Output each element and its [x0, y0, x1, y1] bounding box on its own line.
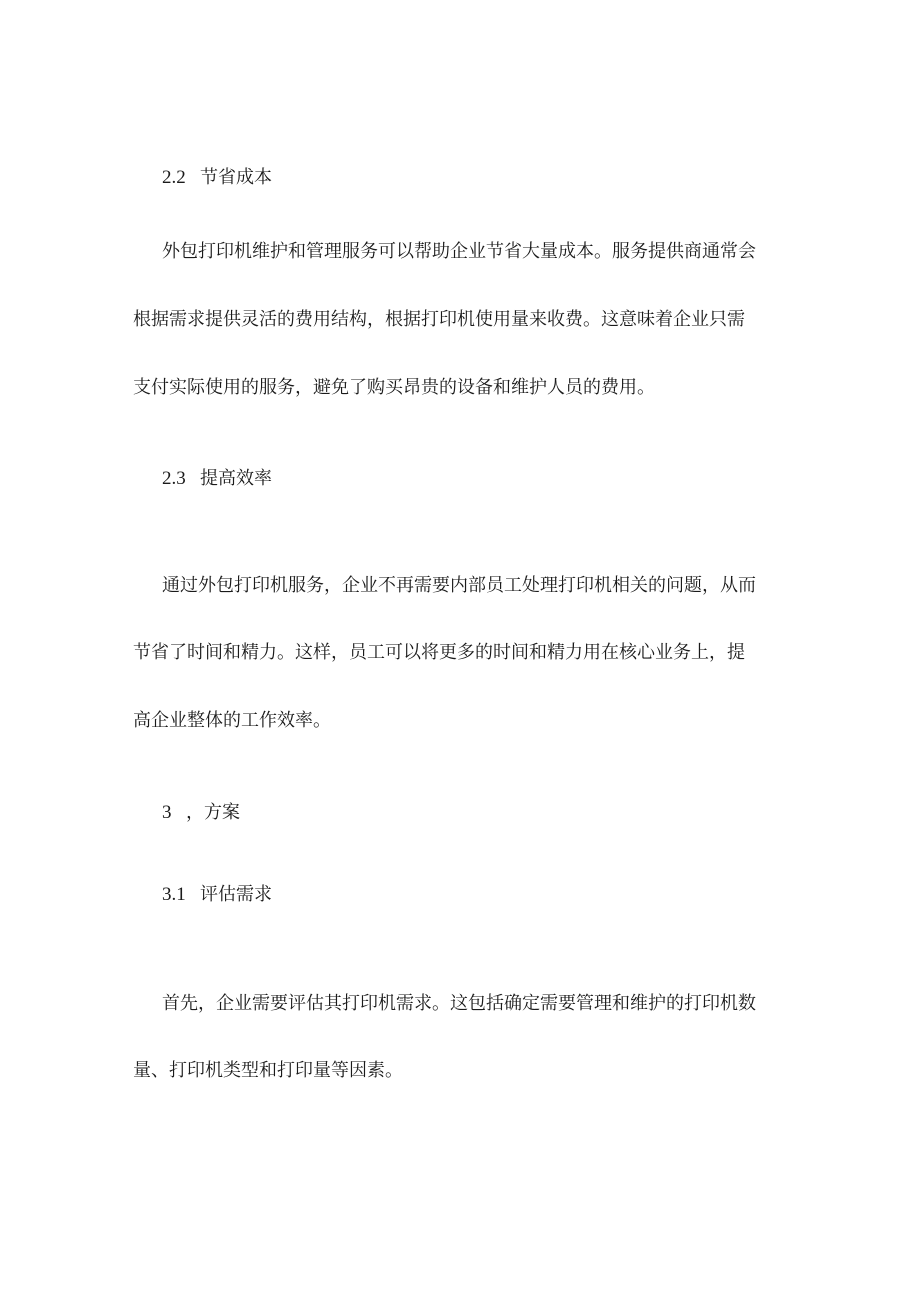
section-title: 评估需求: [200, 884, 272, 905]
section-number: 2.3: [162, 468, 186, 489]
section-title: 提高效率: [200, 468, 272, 489]
paragraph-line: 支付实际使用的服务，避免了购买昂贵的设备和维护人员的费用。: [133, 377, 655, 398]
section-heading-2-3: [162, 467, 272, 491]
section-title: ，方案: [186, 802, 240, 823]
paragraph-line: 高企业整体的工作效率。: [133, 710, 331, 731]
paragraph-line: 首先，企业需要评估其打印机需求。这包括确定需要管理和维护的打印机数: [162, 993, 756, 1014]
section-heading-2-2: [162, 166, 272, 190]
section-title: 节省成本: [200, 167, 272, 188]
section-heading-3: [162, 801, 240, 825]
paragraph-line: 通过外包打印机服务，企业不再需要内部员工处理打印机相关的问题，从而: [162, 575, 756, 596]
section-number: 3.1: [162, 884, 186, 905]
paragraph-line: 节省了时间和精力。这样，员工可以将更多的时间和精力用在核心业务上，提: [133, 642, 745, 663]
paragraph-line: 量、打印机类型和打印量等因素。: [133, 1060, 403, 1081]
section-heading-3-1: [162, 883, 272, 907]
section-number: 3: [162, 802, 172, 823]
paragraph-line: 外包打印机维护和管理服务可以帮助企业节省大量成本。服务提供商通常会: [162, 241, 756, 262]
section-number: 2.2: [162, 167, 186, 188]
paragraph-line: 根据需求提供灵活的费用结构，根据打印机使用量来收费。这意味着企业只需: [133, 309, 745, 330]
